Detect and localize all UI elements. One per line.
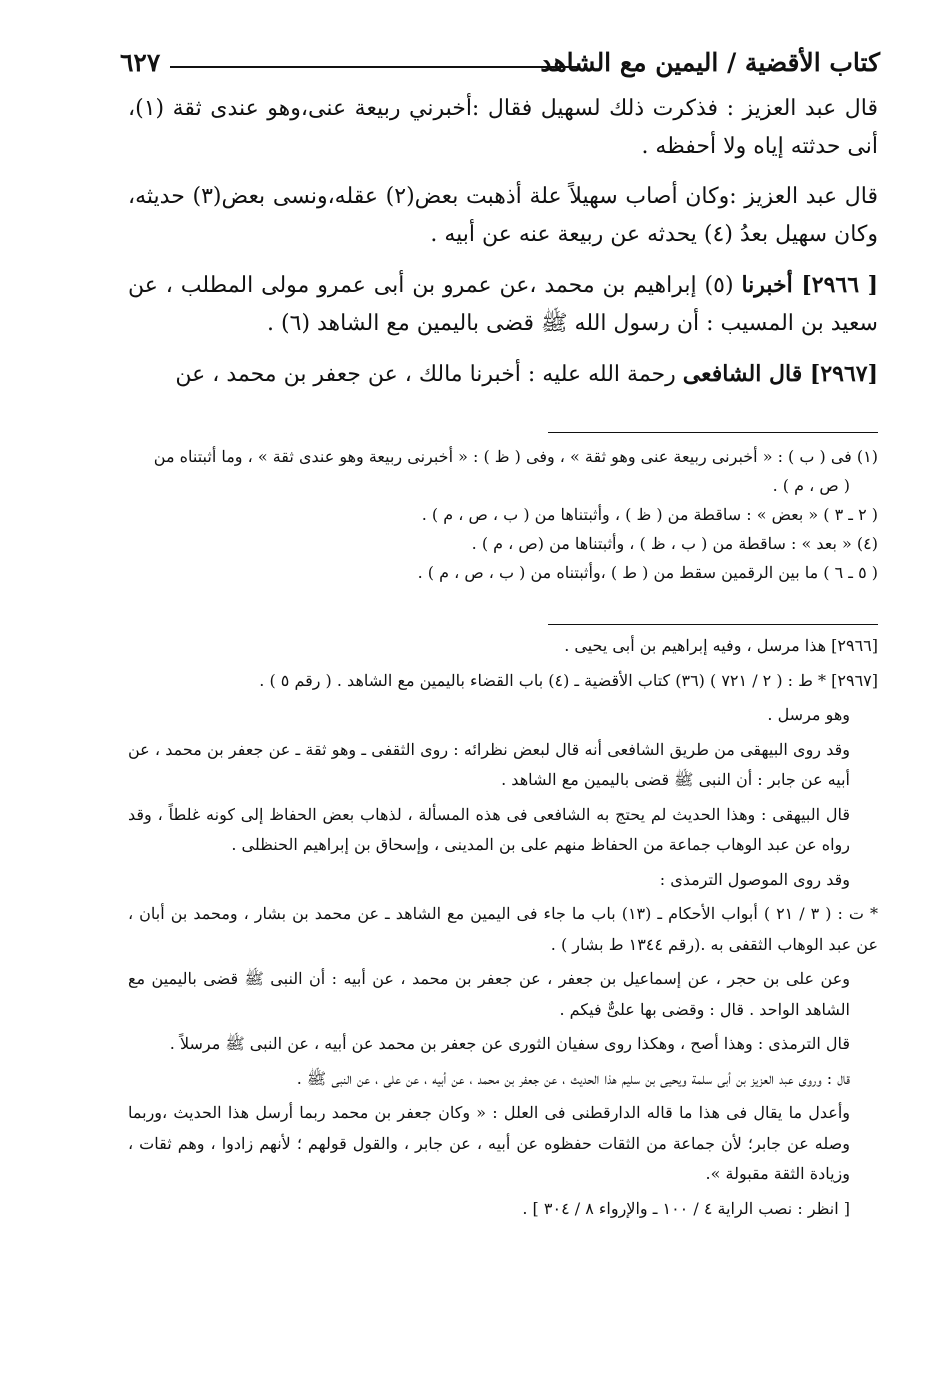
main-text [128,90,878,406]
commentary-line: * ت : ( ٣ / ٢١ ) أبواب الأحكام ـ (١٣) باب ما جاء فى اليمين مع الشاهد ـ عن محمد بن بشار ، ومحمد بن أبان ، عن عبد الوهاب الثقفى به .(رقم ١٣٤٤ ط بشار ) . [128,904,878,954]
hadith-number: [ ٢٩٦٦] أخبرنا [741,272,878,298]
hadith-text: رحمة الله عليه : أخبرنا مالك ، عن جعفر بن محمد ، عن [175,362,683,387]
commentary [128,631,878,1228]
footnote-divider [548,432,878,433]
footnote: (١) فى ( ب ) : « أخبرنى ربيعة عنى وهو ثقة » ، وفى ( ظ ) : « أخبرنى ربيعة وهو عندى ثقة » ، وما أثبتناه من [153,447,878,466]
commentary-line: وقد روى الموصول الترمذى : [659,869,850,889]
commentary-divider [548,624,878,625]
footnote: ( ٥ ـ ٦ ) ما بين الرقمين سقط من ( ط ) ،وأثبتناه من ( ب ، ص ، م ) . [417,563,878,582]
hadith-text: (٥) إبراهيم بن محمد ،عن عمرو بن أبى عمرو مولى المطلب ، عن سعيد بن المسيب : أن رسول الله ﷺ قضى باليمين مع الشاهد (٦) . [128,273,878,336]
hadith-2967 [128,355,878,394]
footnote: ( ٢ ـ ٣ ) « بعض » : ساقطة من ( ظ ) ، وأثبتناها من ( ب ، ص ، م ) . [421,505,878,524]
commentary-line: وقد روى البيهقى من طريق الشافعى أنه قال لبعض نظرائه : روى الثقفى ـ وهو ثقة ـ عن جعفر بن محمد ، عن أبيه عن جابر : أن النبى ﷺ قضى باليمين مع الشاهد . [128,739,850,789]
commentary-line: وهو مرسل . [767,705,850,724]
running-header [120,42,880,82]
chapter-title: كتاب الأقضية / اليمين مع الشاهد [540,48,880,77]
page-number: ٦٢٧ [120,48,161,77]
commentary-line: قال الترمذى : وهذا أصح ، وهكذا روى سفيان الثورى عن جعفر بن محمد عن أبيه ، عن النبى ﷺ مرسلاً . [169,1034,850,1053]
footnotes [128,442,878,587]
commentary-line: وأعدل ما يقال فى هذا ما قاله الدارقطنى فى العلل : « وكان جعفر بن محمد ربما أرسل هذا الحديث ،وربما وصله عن جابر؛ لأن جماعة من الثقات حفظوه عن أبيه ، عن جابر ، والقول قولهم ؛ لأنهم زادوا ، وهم ثقات ، وزيادة الثقة مقبولة ». [128,1103,850,1183]
footnote: ( ص ، م ) . [772,476,850,495]
hadith-number: [٢٩٦٧] قال الشافعى [682,361,878,387]
header-rule [170,66,580,68]
commentary-line: قال : وروى عبد العزيز بن أبى سلمة ويحيى بن سليم هذا الحديث ، عن جعفر بن محمد ، عن أبيه ، عن على ، عن النبى ﷺ . [296,1068,850,1088]
hadith-2966 [128,266,878,343]
commentary-line: [٢٩٦٦] هذا مرسل ، وفيه إبراهيم بن أبى يحيى . [564,636,878,655]
footnote: (٤) « بعد » : ساقطة من ( ب ، ظ ) ، وأثبتناها من (ص ، م ) . [471,534,878,553]
commentary-line: قال البيهقى : وهذا الحديث لم يحتج به الشافعى فى هذه المسألة ، لذهاب بعض الحفاظ إلى كونه غلطاً ، وقد رواه عن عبد الوهاب جماعة من الحفاظ منهم على بن المدينى ، وإسحاق بن إبراهيم الحنظلى . [128,804,850,854]
paragraph: قال عبد العزيز :وكان أصاب سهيلاً علة أذهبت بعض(٢) عقله،ونسى بعض(٣) حديثه، وكان سهيل بعدُ (٤) يحدثه عن ربيعة عنه عن أبيه . [128,184,878,247]
paragraph: قال عبد العزيز : فذكرت ذلك لسهيل فقال :أخبرني ربيعة عنى،وهو عندى ثقة (١)، أنى حدثته إياه ولا أحفظه . [128,96,878,159]
commentary-line: [٢٩٦٧] * ط : ( ٢ / ٧٢١ ) (٣٦) كتاب الأقضية ـ (٤) باب القضاء باليمين مع الشاهد . ( رقم ٥ ) . [259,670,878,690]
commentary-line: [ انظر : نصب الراية ٤ / ١٠٠ ـ والإرواء ٨ / ٣٠٤ ] . [522,1198,850,1218]
commentary-line: وعن على بن حجر ، عن إسماعيل بن جعفر ، عن جعفر بن محمد ، عن أبيه : أن النبى ﷺ قضى باليمين مع الشاهد الواحد . قال : وقضى بها علىٌّ فيكم . [128,969,850,1019]
